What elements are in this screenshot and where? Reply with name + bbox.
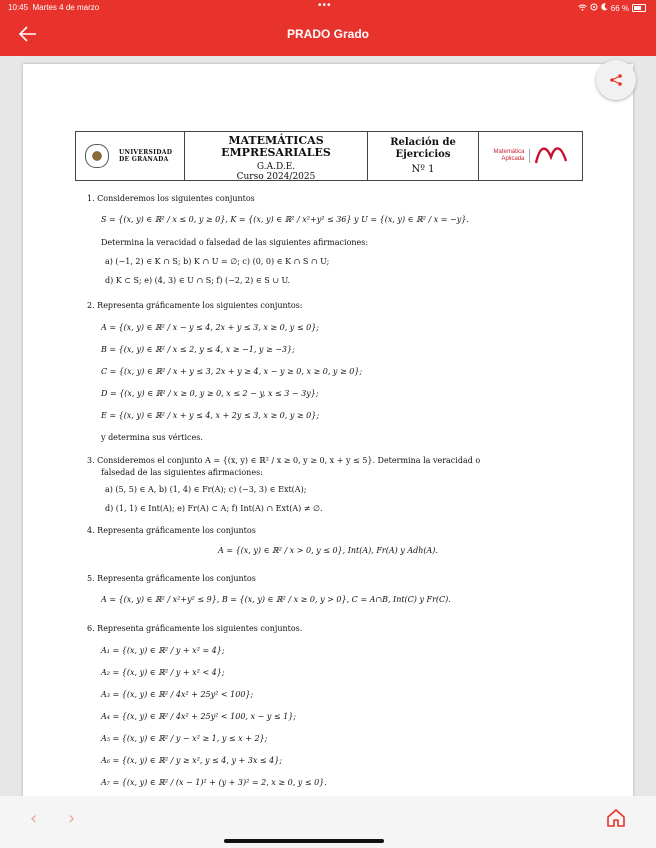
logo-line-2: Aplicada (501, 156, 525, 162)
exercise-1-prompt: Determina la veracidad o falsedad de las siguientes afirmaciones: (101, 238, 369, 247)
next-page-button[interactable]: › (68, 808, 76, 829)
multitask-dots[interactable]: ••• (318, 0, 332, 11)
exercise-1-items-b: d) K ⊂ S; e) (4, 3) ∈ U ∩ S; f) (−2, 2) ∈ S ∪ U. (105, 276, 291, 285)
exercise-3-title-cont: falsedad de las siguientes afirmaciones: (101, 468, 263, 477)
exercise-6-set-7: A₇ = {(x, y) ∈ ℝ² / (x − 1)² + (y + 3)² = 2, x ≥ 0, y ≤ 0}. (101, 778, 327, 787)
exercise-1-sets: S = {(x, y) ∈ ℝ² / x ≤ 0, y ≥ 0}, K = {(x, y) ∈ ℝ² / x²+y² ≤ 36} y U = {(x, y) ∈ ℝ² / x = −y}. (101, 215, 469, 224)
exercise-2-set-d: D = {(x, y) ∈ ℝ² / x ≥ 0, y ≥ 0, x ≤ 2 − y, x ≤ 3 − 3y}; (101, 389, 319, 398)
share-icon (609, 73, 623, 87)
status-bar (0, 0, 656, 14)
time-text: 10:45 (8, 3, 29, 12)
exercise-3-items-b: d) (1, 1) ∈ Int(A); e) Fr(A) ⊂ A; f) Int(A) ∩ Ext(A) ≠ ∅. (105, 504, 323, 513)
home-indicator[interactable] (224, 839, 384, 843)
exercise-3-title: 3. Consideremos el conjunto A = {(x, y) ∈ ℝ² / x ≥ 0, y ≥ 0, x + y ≤ 5}. Determina la veracidad o (87, 456, 481, 465)
exercise-2-footer: y determina sus vértices. (101, 433, 203, 442)
exercise-2-set-e: E = {(x, y) ∈ ℝ² / x + y ≤ 4, x + 2y ≤ 3, x ≥ 0, y ≥ 0}; (101, 411, 320, 420)
curve-logo-icon (534, 147, 568, 165)
exercise-6-set-1: A₁ = {(x, y) ∈ ℝ² / y + x² = 4}; (101, 646, 225, 655)
exercise-3-items-a: a) (5, 5) ∈ A, b) (1, 4) ∈ Fr(A); c) (−3, 3) ∈ Ext(A); (105, 485, 307, 494)
status-time (8, 3, 99, 12)
university-name (119, 149, 172, 163)
exercise-6-set-3: A₃ = {(x, y) ∈ ℝ² / 4x² + 25y² < 100}; (101, 690, 254, 699)
relation-line-1: Relación de (390, 137, 456, 148)
moon-icon (601, 3, 608, 13)
exercise-2-set-b: B = {(x, y) ∈ ℝ² / x ≤ 2, y ≤ 4, x ≥ −1, y ≥ −3}; (101, 345, 295, 354)
exercise-6-set-4: A₄ = {(x, y) ∈ ℝ² / 4x² + 25y² < 100, x − y ≤ 1}; (101, 712, 296, 721)
exercise-6-title: 6. Representa gráficamente los siguientes conjuntos. (87, 624, 303, 633)
course-cell (185, 132, 368, 180)
document-header (75, 131, 583, 181)
relation-cell (368, 132, 479, 180)
battery-icon (632, 4, 646, 12)
course-year: Curso 2024/2025 (236, 172, 316, 182)
exercise-4-sets: A = {(x, y) ∈ ℝ² / x > 0, y ≤ 0}, Int(A), Fr(A) y Adh(A). (218, 546, 438, 555)
pdf-page (23, 64, 633, 796)
focus-icon (590, 3, 598, 13)
date-text: Martes 4 de marzo (32, 3, 100, 12)
exercise-6-set-5: A₅ = {(x, y) ∈ ℝ² / y − x² ≥ 1, y ≤ x + 2}; (101, 734, 268, 743)
subject-line-2: EMPRESARIALES (221, 146, 331, 159)
university-seal-icon (85, 144, 109, 168)
relation-number: Nº 1 (411, 164, 435, 175)
previous-page-button[interactable]: ‹ (30, 808, 38, 829)
exercise-5-sets: A = {(x, y) ∈ ℝ² / x²+y² ≤ 9}, B = {(x, y) ∈ ℝ² / x ≥ 0, y > 0}, C = A∩B, Int(C) y Fr(C). (101, 595, 451, 604)
exercise-4-title: 4. Representa gráficamente los conjuntos (87, 526, 256, 535)
degree-label: G.A.D.E. (256, 162, 296, 172)
exercise-5-title: 5. Representa gráficamente los conjuntos (87, 574, 256, 583)
exercise-2-set-a: A = {(x, y) ∈ ℝ² / x − y ≤ 4, 2x + y ≤ 3, x ≥ 0, y ≤ 0}; (101, 323, 319, 332)
subject-line-1: MATEMÁTICAS (228, 134, 324, 147)
battery-text: 66 % (610, 3, 629, 13)
department-logo (479, 132, 582, 180)
university-cell (76, 132, 185, 180)
share-button[interactable] (596, 60, 636, 100)
wifi-icon (578, 4, 587, 13)
battery-level (634, 6, 641, 10)
pdf-viewer[interactable] (0, 56, 656, 796)
app-header (0, 0, 656, 56)
university-line-2: DE GRANADA (119, 156, 169, 163)
home-icon[interactable] (604, 806, 628, 830)
exercise-1-title: 1. Consideremos los siguientes conjuntos (87, 194, 255, 203)
status-icons (578, 3, 646, 13)
exercise-1-items-a: a) (−1, 2) ∈ K ∩ S; b) K ∩ U = ∅; c) (0, 0) ∈ K ∩ S ∩ U; (105, 257, 330, 266)
exercise-2-title: 2. Representa gráficamente los siguientes conjuntos: (87, 301, 303, 310)
department-name (493, 149, 529, 163)
exercise-2-set-c: C = {(x, y) ∈ ℝ² / x + y ≤ 3, 2x + y ≥ 4, x − y ≥ 0, x ≥ 0, y ≥ 0}; (101, 367, 363, 376)
app-title: PRADO Grado (286, 27, 369, 41)
exercise-6-set-6: A₆ = {(x, y) ∈ ℝ² / y ≥ x², y ≤ 4, y + 3x ≤ 4}; (101, 756, 283, 765)
university-line-1: UNIVERSIDAD (119, 149, 173, 156)
exercise-6-set-2: A₂ = {(x, y) ∈ ℝ² / y + x² < 4}; (101, 668, 225, 677)
logo-line-1: Matemática (493, 149, 525, 155)
relation-line-2: Ejercicios (395, 149, 451, 160)
